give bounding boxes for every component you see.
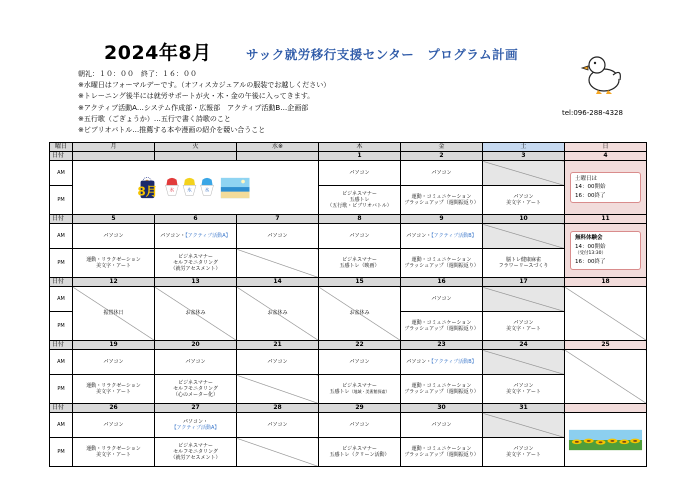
date-cell: 21	[237, 341, 319, 350]
am-row	[50, 224, 647, 249]
weekday-header-row	[50, 143, 647, 152]
date-cell: 28	[237, 404, 319, 413]
date-cell: 27	[155, 404, 237, 413]
am-cell: パソコン	[237, 350, 319, 375]
note-formal-day: ※水曜日はフォーマルデーです。（オフィスカジュアルの服装でお越しください）	[78, 81, 331, 90]
pm-label: PM	[50, 249, 73, 278]
am-row	[50, 350, 647, 375]
saturday-hours-box	[570, 172, 641, 204]
date-cell: 15	[319, 278, 401, 287]
trial-session-box	[570, 231, 641, 270]
pm-cell: ビジネスマナー 五感トレ （五行歌・ビブリオバトル）	[319, 186, 401, 215]
month-badge: 8月	[137, 183, 158, 198]
date-cell: 11	[565, 215, 647, 224]
date-cell: 9	[401, 215, 483, 224]
pm-cell: 運動・コミュニケーション ブラッシュアップ（週間振返り）	[401, 249, 483, 278]
am-row	[50, 413, 647, 438]
date-cell: 4	[565, 152, 647, 161]
svg-text:氷: 氷	[169, 188, 175, 194]
date-row	[50, 404, 647, 413]
am-cell: パソコン	[401, 413, 483, 438]
am-cell: パソコン	[319, 350, 401, 375]
date-cell: 29	[319, 404, 401, 413]
am-cell-empty	[483, 224, 565, 249]
date-label: 日付	[50, 215, 73, 224]
am-label: AM	[50, 224, 73, 249]
date-cell: 10	[483, 215, 565, 224]
date-cell: 8	[319, 215, 401, 224]
pm-cell: ビジネスマナー 五感トレ（クリーン活動）	[319, 438, 401, 467]
am-cell: パソコン	[73, 224, 155, 249]
kakigori-lemon-icon	[183, 177, 196, 195]
am-cell: パソコン	[401, 161, 483, 186]
pm-row	[50, 375, 647, 404]
notes-block	[78, 69, 330, 136]
pm-cell: ビジネスマナー セルフモニタリング （就労アセスメント）	[155, 249, 237, 278]
pm-cell: ビジネスマナー 五感トレ（映画）	[319, 249, 401, 278]
sunday-empty-cell	[565, 350, 647, 404]
am-label: AM	[50, 413, 73, 438]
am-label: AM	[50, 350, 73, 375]
svg-text:氷: 氷	[187, 188, 192, 194]
weekday-label: 曜日	[50, 143, 73, 152]
svg-text:氷: 氷	[204, 188, 210, 194]
date-cell: 18	[565, 278, 647, 287]
am-cell: パソコン・【アクティブ活動B】	[401, 224, 483, 249]
am-cell-empty	[483, 161, 565, 186]
kakigori-strawberry-icon	[166, 177, 179, 195]
am-cell: パソコン	[319, 161, 401, 186]
am-cell: パソコン	[73, 350, 155, 375]
holiday-cell: お盆休み	[237, 287, 319, 341]
am-cell-empty	[483, 413, 565, 438]
am-cell: パソコン・ 【アクティブ活動A】	[155, 413, 237, 438]
date-cell	[237, 152, 319, 161]
program-calendar	[49, 142, 647, 467]
pm-cell-empty	[237, 249, 319, 278]
am-cell: パソコン	[401, 287, 483, 312]
note-bibliobattle: ※ビブリオバトル…推薦する本や漫画の紹介を競い合うこと	[78, 126, 266, 135]
note-hours: 朝礼：１０：００ 終了：１６：００	[78, 70, 197, 78]
pm-cell: ビジネスマナー セルフモニタリング （就労アセスメント）	[155, 438, 237, 467]
holiday-cell: 振替休日	[73, 287, 155, 341]
date-label: 日付	[50, 278, 73, 287]
date-row	[50, 278, 647, 287]
pm-label: PM	[50, 438, 73, 467]
am-cell-empty	[483, 287, 565, 312]
phone-number: tel:096-288-4328	[562, 109, 623, 117]
am-cell: パソコン	[237, 413, 319, 438]
pm-cell: パソコン 美文字・アート	[483, 438, 565, 467]
date-cell: 31	[483, 404, 565, 413]
date-label: 日付	[50, 341, 73, 350]
am-cell-empty	[483, 350, 565, 375]
pm-cell: 運動・リラクゼーション 美文字・アート	[73, 438, 155, 467]
date-cell: 5	[73, 215, 155, 224]
page-title: 2024年8月	[104, 42, 212, 64]
am-row	[50, 287, 647, 312]
box-line: 16：00終了	[575, 192, 606, 199]
sunday-empty-cell	[565, 287, 647, 341]
am-label: AM	[50, 287, 73, 312]
weekday-sat: 土	[483, 143, 565, 152]
date-cell	[73, 152, 155, 161]
date-cell: 3	[483, 152, 565, 161]
am-row	[50, 161, 647, 186]
weekday-fri: 金	[401, 143, 483, 152]
holiday-cell: お盆休み	[155, 287, 237, 341]
date-cell: 22	[319, 341, 401, 350]
box-line: 16：00終了	[575, 259, 606, 266]
weekday-sun: 日	[565, 143, 647, 152]
summer-illustration-icon	[73, 176, 318, 200]
kakigori-blue-icon	[201, 177, 214, 195]
am-cell: パソコン	[319, 224, 401, 249]
am-cell: パソコン	[155, 350, 237, 375]
beach-icon	[221, 177, 250, 197]
sunday-info-cell	[565, 224, 647, 278]
pm-cell: 運動・リラクゼーション 美文字・アート	[73, 249, 155, 278]
date-label: 日付	[50, 152, 73, 161]
date-cell: 23	[401, 341, 483, 350]
am-label: AM	[50, 161, 73, 186]
date-cell: 13	[155, 278, 237, 287]
pm-cell: 運動・コミュニケーション ブラッシュアップ（週間振返り）	[401, 186, 483, 215]
pm-cell: ビジネスマナー セルフモニタリング （心のメーター化）	[155, 375, 237, 404]
pm-cell: パソコン 美文字・アート	[483, 375, 565, 404]
pm-cell: 運動・コミュニケーション ブラッシュアップ（週間振返り）	[401, 438, 483, 467]
weekday-thu: 木	[319, 143, 401, 152]
pm-label: PM	[50, 375, 73, 404]
am-cell: パソコン	[73, 413, 155, 438]
date-cell: 26	[73, 404, 155, 413]
pm-label: PM	[50, 186, 73, 215]
date-row	[50, 152, 647, 161]
date-label: 日付	[50, 404, 73, 413]
date-cell: 16	[401, 278, 483, 287]
date-cell: 19	[73, 341, 155, 350]
date-cell: 12	[73, 278, 155, 287]
box-line: （受付13:30）	[575, 251, 606, 257]
pm-row	[50, 249, 647, 278]
date-cell: 17	[483, 278, 565, 287]
am-cell: パソコン・【アクティブ活動B】	[401, 350, 483, 375]
weekday-wed: 水※	[237, 143, 319, 152]
date-cell: 14	[237, 278, 319, 287]
box-line: 土曜日は	[575, 175, 598, 182]
weekday-tue: 火	[155, 143, 237, 152]
date-cell: 2	[401, 152, 483, 161]
pm-cell: 運動・コミュニケーション ブラッシュアップ（週間振返り）	[401, 375, 483, 404]
date-row	[50, 215, 647, 224]
date-cell: 25	[565, 341, 647, 350]
am-cell: パソコン・【アクティブ活動A】	[155, 224, 237, 249]
duck-illustration-icon	[580, 50, 626, 96]
page-subtitle: サック就労移行支援センター プログラム計画	[246, 47, 519, 62]
holiday-cell: お盆休み	[319, 287, 401, 341]
sunflower-illustration	[565, 413, 647, 467]
note-active: ※アクティブ活動A…システム作成部・広報部 アクティブ活動B…企画部	[78, 103, 309, 112]
pm-cell: 運動・リラクゼーション 美文字・アート	[73, 375, 155, 404]
date-cell	[565, 404, 647, 413]
pm-cell: 脳トレ健康麻雀 フラワーリースづくり	[483, 249, 565, 278]
date-cell: 7	[237, 215, 319, 224]
date-cell: 24	[483, 341, 565, 350]
pm-cell-empty	[237, 375, 319, 404]
box-line: 14：00開始	[575, 184, 606, 191]
sunday-info-cell	[565, 161, 647, 215]
pm-cell-empty	[237, 438, 319, 467]
am-cell: パソコン	[237, 224, 319, 249]
pm-cell: 運動・コミュニケーション ブラッシュアップ（週間振返り）	[401, 312, 483, 341]
date-cell: 20	[155, 341, 237, 350]
pm-row	[50, 438, 647, 467]
pm-cell: パソコン 美文字・アート	[483, 312, 565, 341]
date-cell	[155, 152, 237, 161]
am-cell: パソコン	[319, 413, 401, 438]
sunflower-illustration-icon	[565, 428, 646, 452]
pm-label: PM	[50, 312, 73, 341]
box-line: 14：00開始	[575, 243, 606, 250]
pm-cell: パソコン 美文字・アート	[483, 186, 565, 215]
date-cell: 30	[401, 404, 483, 413]
box-line: 無料体験会	[575, 235, 603, 242]
pm-cell: ビジネスマナー 五感トレ（地域・美術館探索）	[319, 375, 401, 404]
weekday-mon: 月	[73, 143, 155, 152]
summer-illustration	[73, 161, 319, 215]
date-cell: 6	[155, 215, 237, 224]
note-support: ※トレーニング後半には就労サポートが火・木・金の午後に入ってきます。	[78, 92, 315, 101]
note-gogyoka: ※五行歌（ごぎょうか）…五行で書く詩歌のこと	[78, 114, 231, 123]
date-row	[50, 341, 647, 350]
date-cell: 1	[319, 152, 401, 161]
